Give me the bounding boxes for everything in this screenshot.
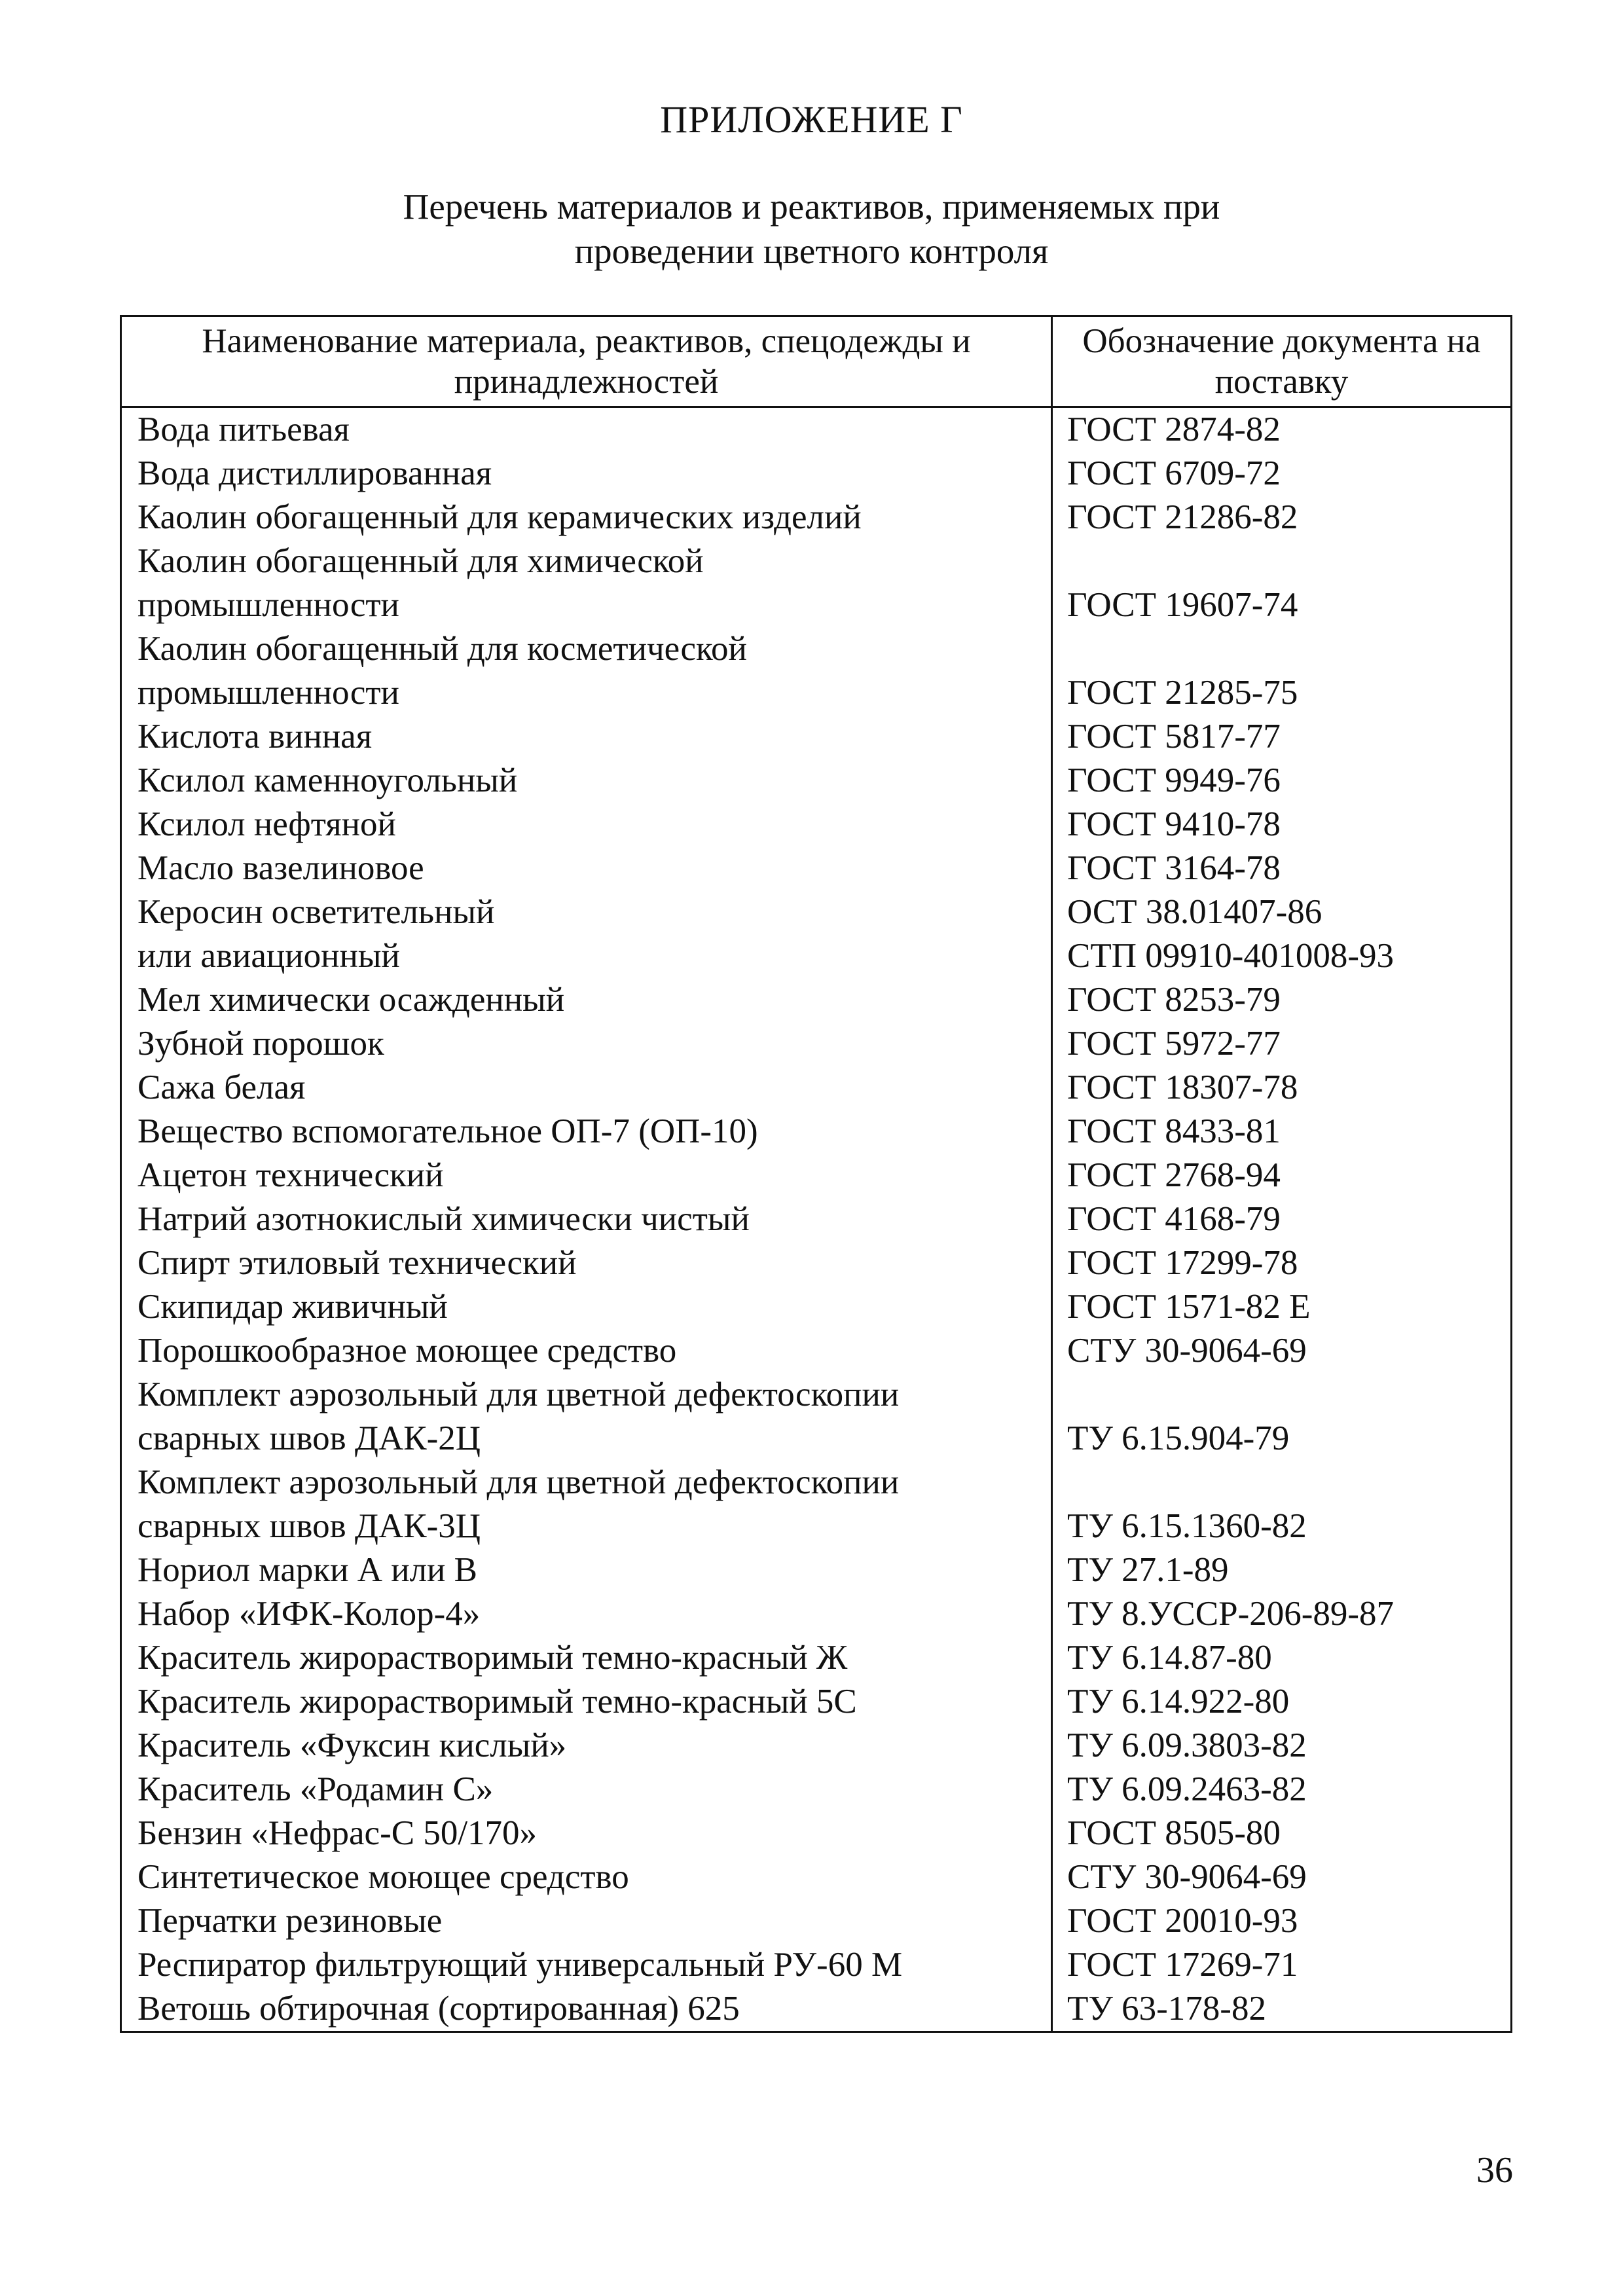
document-code-cell: ГОСТ 4168-79 (1052, 1197, 1512, 1241)
material-name-line: Вода дистиллированная (137, 454, 492, 492)
material-name-line: Комплект аэрозольный для цветной дефектоскопии (137, 1376, 900, 1413)
table-row (121, 1899, 1512, 1943)
header-document-code: Обозначение документа на поставку (1052, 316, 1512, 407)
material-name-cell (121, 1241, 1052, 1285)
material-name-line: Мел химически осажденный (137, 981, 565, 1019)
table-header-row (121, 316, 1512, 407)
document-code-cell: ГОСТ 21285-75 (1052, 627, 1512, 715)
material-name-line: Кислота винная (137, 718, 373, 756)
table-row (121, 978, 1512, 1022)
table-row (121, 1329, 1512, 1373)
material-name-line: промышленности (137, 586, 399, 624)
table-body (121, 407, 1512, 2032)
table-row (121, 1197, 1512, 1241)
material-name-cell (121, 1066, 1052, 1110)
document-code-cell: ТУ 6.09.2463-82 (1052, 1768, 1512, 1812)
table-row (121, 1855, 1512, 1899)
table-row (121, 496, 1512, 539)
material-name-cell (121, 496, 1052, 539)
material-name-line: промышленности (137, 674, 399, 712)
material-name-cell (121, 1899, 1052, 1943)
material-name-line: Комплект аэрозольный для цветной дефектоскопии (137, 1463, 900, 1501)
table-row (121, 1154, 1512, 1197)
document-code-cell: ТУ 6.14.922-80 (1052, 1680, 1512, 1724)
material-name-line: Ветошь обтирочная (сортированная) 625 (137, 1990, 740, 2028)
material-name-cell (121, 978, 1052, 1022)
material-name-cell (121, 1768, 1052, 1812)
table-row (121, 1680, 1512, 1724)
table-row (121, 759, 1512, 803)
material-name-line: Набор «ИФК-Колор-4» (137, 1595, 481, 1633)
document-code-cell: ТУ 63-178-82 (1052, 1987, 1512, 2032)
material-name-cell (121, 1680, 1052, 1724)
table-row (121, 1022, 1512, 1066)
materials-table (120, 315, 1512, 2033)
material-name-line: Респиратор фильтрующий универсальный РУ-60 М (137, 1946, 903, 1984)
material-name-line: Керосин осветительный (137, 893, 495, 931)
document-code-cell: ГОСТ 8253-79 (1052, 978, 1512, 1022)
material-name-line: Масло вазелиновое (137, 849, 424, 887)
material-name-cell (121, 1812, 1052, 1855)
material-name-line: Краситель «Фуксин кислый» (137, 1726, 567, 1764)
document-code-cell: ТУ 8.УССР-206-89-87 (1052, 1592, 1512, 1636)
table-row (121, 1812, 1512, 1855)
material-name-line: сварных швов ДАК-3Ц (137, 1507, 481, 1545)
material-name-cell (121, 1592, 1052, 1636)
document-code-cell: ГОСТ 5817-77 (1052, 715, 1512, 759)
document-code-cell: ОСТ 38.01407-86 (1052, 890, 1512, 934)
material-name-line: сварных швов ДАК-2Ц (137, 1419, 481, 1457)
appendix-title: ПРИЛОЖЕНИЕ Г (660, 98, 963, 141)
table-row (121, 407, 1512, 452)
material-name-cell (121, 759, 1052, 803)
table-row (121, 1285, 1512, 1329)
document-code-cell: СТУ 30-9064-69 (1052, 1329, 1512, 1373)
table-row (121, 803, 1512, 847)
material-name-line: Каолин обогащенный для керамических изделий (137, 498, 862, 536)
material-name-cell (121, 847, 1052, 890)
document-code-cell: ТУ 6.09.3803-82 (1052, 1724, 1512, 1768)
material-name-line: Бензин «Нефрас-С 50/170» (137, 1814, 538, 1852)
material-name-cell (121, 1548, 1052, 1592)
material-name-line: Краситель жирорастворимый темно-красный Ж (137, 1639, 848, 1677)
table-row (121, 1241, 1512, 1285)
table-row (121, 627, 1512, 715)
table-row (121, 1373, 1512, 1461)
material-name-cell (121, 1636, 1052, 1680)
document-code-cell: ГОСТ 5972-77 (1052, 1022, 1512, 1066)
document-code-cell: ГОСТ 20010-93 (1052, 1899, 1512, 1943)
material-name-line: Каолин обогащенный для химической (137, 542, 704, 580)
table-row (121, 1066, 1512, 1110)
table-row (121, 1724, 1512, 1768)
document-code-cell: ТУ 27.1-89 (1052, 1548, 1512, 1592)
material-name-cell (121, 803, 1052, 847)
material-name-line: Ацетон технический (137, 1156, 444, 1194)
document-code-cell: ГОСТ 17269-71 (1052, 1943, 1512, 1987)
table-row (121, 1768, 1512, 1812)
document-subtitle (0, 185, 1623, 274)
table-row (121, 1987, 1512, 2032)
material-name-line: Зубной порошок (137, 1025, 384, 1063)
table-row (121, 1592, 1512, 1636)
document-code-cell: ГОСТ 2768-94 (1052, 1154, 1512, 1197)
material-name-line: Скипидар живичный (137, 1288, 448, 1326)
material-name-cell (121, 1329, 1052, 1373)
document-code-cell: СТУ 30-9064-69 (1052, 1855, 1512, 1899)
material-name-line: Спирт этиловый технический (137, 1244, 577, 1282)
table-row (121, 1548, 1512, 1592)
page-number: 36 (1476, 2150, 1513, 2191)
material-name-cell (121, 1724, 1052, 1768)
table-row (121, 890, 1512, 934)
material-name-cell (121, 1373, 1052, 1461)
subtitle-line-2: проведении цветного контроля (574, 231, 1049, 271)
document-code-cell: ТУ 6.15.1360-82 (1052, 1461, 1512, 1548)
material-name-cell (121, 627, 1052, 715)
material-name-line: Ксилол каменноугольный (137, 761, 518, 799)
table-row (121, 1636, 1512, 1680)
document-code-cell: ГОСТ 21286-82 (1052, 496, 1512, 539)
table-row (121, 1110, 1512, 1154)
material-name-cell (121, 1461, 1052, 1548)
material-name-line: Нориол марки А или В (137, 1551, 478, 1589)
document-code-cell: ГОСТ 6709-72 (1052, 452, 1512, 496)
material-name-cell (121, 1110, 1052, 1154)
table-row (121, 715, 1512, 759)
material-name-cell (121, 1285, 1052, 1329)
material-name-cell (121, 1154, 1052, 1197)
subtitle-line-1: Перечень материалов и реактивов, применяемых при (403, 187, 1220, 227)
material-name-line: Синтетическое моющее средство (137, 1858, 629, 1896)
material-name-line: или авиационный (137, 937, 400, 975)
material-name-line: Сажа белая (137, 1068, 306, 1106)
document-code-cell: ГОСТ 3164-78 (1052, 847, 1512, 890)
material-name-line: Каолин обогащенный для косметической (137, 630, 747, 668)
document-code-cell: ГОСТ 1571-82 Е (1052, 1285, 1512, 1329)
material-name-line: Вещество вспомогательное ОП-7 (ОП-10) (137, 1112, 758, 1150)
material-name-line: Перчатки резиновые (137, 1902, 443, 1940)
material-name-line: Натрий азотнокислый химически чистый (137, 1200, 750, 1238)
material-name-line: Краситель «Родамин С» (137, 1770, 494, 1808)
document-code-cell: ГОСТ 2874-82 (1052, 407, 1512, 452)
material-name-line: Вода питьевая (137, 410, 350, 448)
document-code-cell: ГОСТ 9410-78 (1052, 803, 1512, 847)
table-row (121, 452, 1512, 496)
material-name-cell (121, 452, 1052, 496)
document-code-cell: СТП 09910-401008-93 (1052, 934, 1512, 978)
table-row (121, 934, 1512, 978)
material-name-line: Краситель жирорастворимый темно-красный 5С (137, 1683, 857, 1721)
material-name-cell (121, 539, 1052, 627)
document-code-cell: ГОСТ 19607-74 (1052, 539, 1512, 627)
material-name-line: Порошкообразное моющее средство (137, 1332, 677, 1370)
document-code-cell: ГОСТ 9949-76 (1052, 759, 1512, 803)
material-name-cell (121, 1197, 1052, 1241)
document-code-cell: ГОСТ 8433-81 (1052, 1110, 1512, 1154)
material-name-cell (121, 1943, 1052, 1987)
material-name-cell (121, 1987, 1052, 2032)
table-row (121, 847, 1512, 890)
document-code-cell: ТУ 6.15.904-79 (1052, 1373, 1512, 1461)
material-name-cell (121, 1855, 1052, 1899)
header-material-name: Наименование материала, реактивов, спецодежды и принадлежностей (121, 316, 1052, 407)
document-code-cell: ГОСТ 18307-78 (1052, 1066, 1512, 1110)
material-name-cell (121, 890, 1052, 934)
material-name-cell (121, 407, 1052, 452)
document-code-cell: ГОСТ 8505-80 (1052, 1812, 1512, 1855)
table-row (121, 539, 1512, 627)
material-name-line: Ксилол нефтяной (137, 805, 396, 843)
document-code-cell: ГОСТ 17299-78 (1052, 1241, 1512, 1285)
table-row (121, 1943, 1512, 1987)
material-name-cell (121, 715, 1052, 759)
material-name-cell (121, 934, 1052, 978)
material-name-cell (121, 1022, 1052, 1066)
document-code-cell: ТУ 6.14.87-80 (1052, 1636, 1512, 1680)
table-row (121, 1461, 1512, 1548)
